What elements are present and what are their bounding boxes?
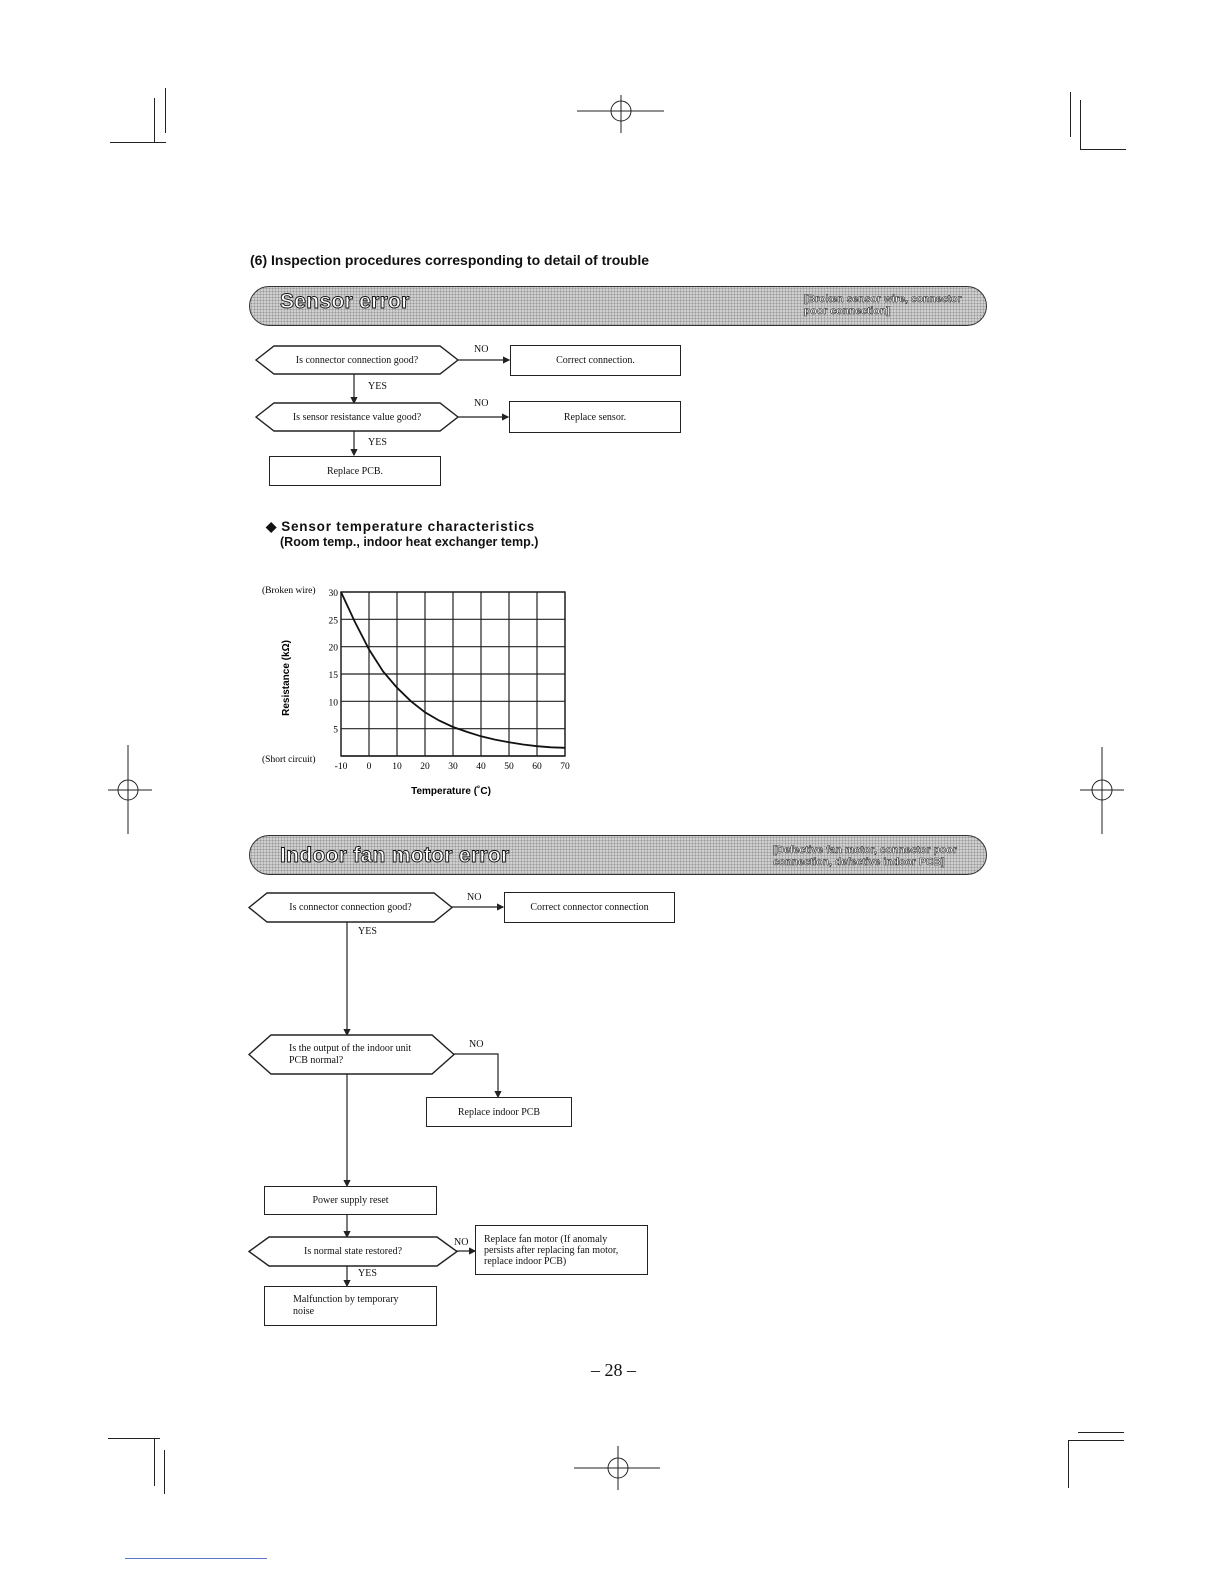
y-tick-label: 5: [333, 725, 338, 736]
malfunction-noise-line1: Malfunction by temporary: [293, 1294, 399, 1305]
fan-motor-error-tag: [Defective fan motor, connector poor connection, defective indoor PCB]: [773, 844, 957, 868]
correct-connector-box: Correct connector connection: [504, 892, 675, 923]
fan-decision-pcb-output-line2: PCB normal?: [289, 1054, 344, 1066]
x-tick-label: 60: [532, 762, 542, 772]
broken-wire-annotation: (Broken wire): [262, 586, 316, 596]
replace-fan-motor-line3: replace indoor PCB): [484, 1255, 567, 1267]
sensor-q2-yes-label: YES: [368, 437, 387, 448]
short-circuit-annotation: (Short circuit): [262, 755, 316, 765]
x-tick-label: 20: [420, 762, 430, 772]
replace-pcb-box: Replace PCB.: [269, 456, 441, 486]
fan-q3-no-label: NO: [454, 1237, 469, 1248]
y-tick-label: 30: [328, 589, 338, 599]
fan-q3-yes-label: YES: [358, 1268, 377, 1279]
fan-decision-normal-state-text: Is normal state restored?: [303, 1246, 403, 1257]
sensor-q2-no-label: NO: [474, 398, 489, 409]
replace-indoor-pcb-box: Replace indoor PCB: [426, 1097, 572, 1127]
y-tick-label: 15: [328, 671, 338, 681]
fan-decision-connector-text: Is connector connection good?: [289, 902, 412, 913]
fan-q1-no-label: NO: [467, 892, 482, 903]
x-tick-label: 50: [504, 762, 514, 772]
sensor-decision-connector-text: Is connector connection good?: [295, 354, 419, 366]
fan-decision-pcb-output: [249, 1035, 454, 1074]
sensor-decision-resistance-text: Is sensor resistance value good?: [292, 411, 422, 423]
replace-fan-motor-box: [475, 1225, 648, 1275]
fan-decision-normal-state: [249, 1237, 457, 1266]
y-tick-label: 20: [328, 643, 338, 654]
page-number: – 28 –: [591, 1360, 636, 1380]
sensor-error-title: Sensor error: [280, 290, 410, 313]
bottom-rule: [125, 1558, 267, 1559]
malfunction-noise-box: [264, 1286, 437, 1326]
x-tick-label: 10: [392, 762, 402, 772]
sensor-error-tag: [Broken sensor wire, connector poor connection]: [804, 293, 962, 317]
replace-sensor-box: Replace sensor.: [509, 401, 681, 433]
fan-q1-yes-label: YES: [358, 926, 377, 937]
malfunction-noise-line2: noise: [293, 1306, 315, 1317]
x-tick-label: 30: [448, 762, 458, 772]
chart-heading-subtitle: (Room temp., indoor heat exchanger temp.): [280, 535, 539, 549]
x-axis-title: Temperature (˚C): [411, 786, 491, 797]
chart-heading-bullet: ◆: [266, 519, 278, 534]
correct-connection-box: Correct connection.: [510, 345, 681, 376]
fan-decision-pcb-output-line1: Is the output of the indoor unit: [289, 1042, 412, 1054]
x-tick-label: 40: [476, 762, 486, 772]
replace-fan-motor-line1: Replace fan motor (If anomaly: [484, 1233, 608, 1245]
fan-q2-no-label: NO: [469, 1039, 484, 1050]
replace-fan-motor-line2: persists after replacing fan motor,: [484, 1244, 619, 1256]
fan-decision-connector: [249, 893, 452, 922]
y-tick-label: 10: [328, 698, 338, 709]
x-tick-label: 0: [366, 762, 372, 772]
fan-motor-error-title: Indoor fan motor error: [280, 844, 510, 867]
y-axis-title: Resistance (kΩ): [281, 640, 292, 716]
chart-heading-title: Sensor temperature characteristics: [281, 519, 535, 534]
y-tick-label: 25: [328, 616, 338, 627]
power-supply-reset-box: Power supply reset: [264, 1186, 437, 1215]
sensor-q1-yes-label: YES: [368, 381, 387, 392]
x-tick-label: -10: [334, 762, 348, 772]
x-tick-label: 70: [560, 762, 570, 772]
sensor-q1-no-label: NO: [474, 344, 489, 355]
section-heading: (6) Inspection procedures corresponding to detail of trouble: [250, 252, 650, 268]
